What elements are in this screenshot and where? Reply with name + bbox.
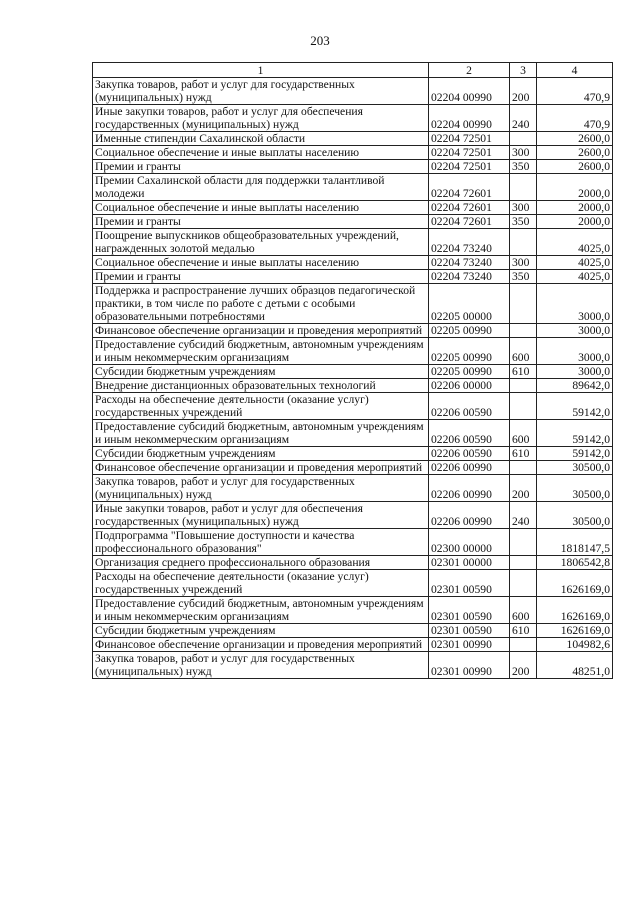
- table-row: [93, 502, 613, 529]
- row-type: 350: [510, 160, 537, 174]
- row-name: Субсидии бюджетным учреждениям: [93, 365, 429, 379]
- table-row: [93, 256, 613, 270]
- row-code: 02206 00990: [429, 461, 510, 475]
- row-code: 02204 00990: [429, 78, 510, 105]
- row-code: 02205 00990: [429, 365, 510, 379]
- row-type: 610: [510, 447, 537, 461]
- row-type: 240: [510, 502, 537, 529]
- row-type: [510, 393, 537, 420]
- row-sum: 4025,0: [537, 229, 613, 256]
- row-code: 02205 00990: [429, 338, 510, 365]
- row-name: Предоставление субсидий бюджетным, автономным учреждениям и иным некоммерческим организациям: [93, 597, 429, 624]
- table-row: [93, 652, 613, 679]
- table-row: [93, 638, 613, 652]
- row-code: 02301 00590: [429, 570, 510, 597]
- row-sum: 59142,0: [537, 393, 613, 420]
- row-name: Субсидии бюджетным учреждениям: [93, 624, 429, 638]
- row-sum: 3000,0: [537, 324, 613, 338]
- row-type: 240: [510, 105, 537, 132]
- table-row: [93, 324, 613, 338]
- table-row: [93, 201, 613, 215]
- row-sum: 30500,0: [537, 461, 613, 475]
- row-code: 02204 72601: [429, 174, 510, 201]
- table-row: [93, 284, 613, 324]
- table-row: [93, 529, 613, 556]
- row-sum: 4025,0: [537, 256, 613, 270]
- row-type: 610: [510, 365, 537, 379]
- row-sum: 470,9: [537, 78, 613, 105]
- row-name: Субсидии бюджетным учреждениям: [93, 447, 429, 461]
- row-code: 02204 73240: [429, 229, 510, 256]
- row-name: Финансовое обеспечение организации и проведения мероприятий: [93, 461, 429, 475]
- row-type: [510, 229, 537, 256]
- table-row: [93, 556, 613, 570]
- row-name: Расходы на обеспечение деятельности (оказание услуг) государственных учреждений: [93, 570, 429, 597]
- row-sum: 3000,0: [537, 338, 613, 365]
- budget-table: [92, 62, 613, 679]
- row-code: 02301 00590: [429, 624, 510, 638]
- row-code: 02204 72501: [429, 132, 510, 146]
- table-row: [93, 393, 613, 420]
- row-sum: 2600,0: [537, 132, 613, 146]
- row-name: Именные стипендии Сахалинской области: [93, 132, 429, 146]
- row-sum: 30500,0: [537, 502, 613, 529]
- table-row: [93, 597, 613, 624]
- row-sum: 59142,0: [537, 447, 613, 461]
- row-sum: 470,9: [537, 105, 613, 132]
- table-row: [93, 379, 613, 393]
- row-sum: 1626169,0: [537, 570, 613, 597]
- row-sum: 3000,0: [537, 365, 613, 379]
- row-type: 350: [510, 215, 537, 229]
- table-header-row: [93, 63, 613, 78]
- row-sum: 2600,0: [537, 160, 613, 174]
- row-name: Социальное обеспечение и иные выплаты населению: [93, 256, 429, 270]
- page-number: 203: [310, 33, 330, 48]
- row-type: [510, 461, 537, 475]
- row-sum: 1626169,0: [537, 597, 613, 624]
- table-row: [93, 338, 613, 365]
- row-type: [510, 529, 537, 556]
- table-row: [93, 174, 613, 201]
- table-row: [93, 270, 613, 284]
- row-code: 02204 73240: [429, 256, 510, 270]
- table-row: [93, 229, 613, 256]
- table-row: [93, 475, 613, 502]
- row-name: Поддержка и распространение лучших образцов педагогической практики, в том числе по работе с детьми с особыми образовательными потребностями: [93, 284, 429, 324]
- row-sum: 2600,0: [537, 146, 613, 160]
- row-code: 02301 00590: [429, 597, 510, 624]
- table-row: [93, 78, 613, 105]
- table-row: [93, 160, 613, 174]
- row-type: [510, 556, 537, 570]
- row-name: Организация среднего профессионального образования: [93, 556, 429, 570]
- row-type: [510, 638, 537, 652]
- row-type: 350: [510, 270, 537, 284]
- row-code: 02204 00990: [429, 105, 510, 132]
- row-type: 600: [510, 597, 537, 624]
- row-name: Закупка товаров, работ и услуг для государственных (муниципальных) нужд: [93, 475, 429, 502]
- row-code: 02206 00990: [429, 475, 510, 502]
- row-name: Финансовое обеспечение организации и проведения мероприятий: [93, 324, 429, 338]
- table-row: [93, 624, 613, 638]
- header-col-3: 3: [510, 63, 537, 78]
- row-code: 02301 00990: [429, 638, 510, 652]
- row-type: [510, 284, 537, 324]
- row-code: 02204 72601: [429, 215, 510, 229]
- table-body: [93, 78, 613, 679]
- row-name: Социальное обеспечение и иные выплаты населению: [93, 201, 429, 215]
- row-type: [510, 570, 537, 597]
- row-code: 02205 00990: [429, 324, 510, 338]
- row-type: 600: [510, 338, 537, 365]
- table-row: [93, 447, 613, 461]
- row-sum: 3000,0: [537, 284, 613, 324]
- row-type: [510, 379, 537, 393]
- row-code: 02204 72601: [429, 201, 510, 215]
- header-col-1: 1: [93, 63, 429, 78]
- row-type: 300: [510, 201, 537, 215]
- row-code: 02206 00000: [429, 379, 510, 393]
- row-type: 600: [510, 420, 537, 447]
- row-sum: 2000,0: [537, 215, 613, 229]
- row-name: Предоставление субсидий бюджетным, автономным учреждениям и иным некоммерческим организациям: [93, 420, 429, 447]
- row-sum: 1626169,0: [537, 624, 613, 638]
- row-name: Поощрение выпускников общеобразовательных учреждений, награжденных золотой медалью: [93, 229, 429, 256]
- row-name: Закупка товаров, работ и услуг для государственных (муниципальных) нужд: [93, 78, 429, 105]
- row-type: 200: [510, 652, 537, 679]
- row-type: [510, 174, 537, 201]
- table-row: [93, 420, 613, 447]
- row-code: 02300 00000: [429, 529, 510, 556]
- table-row: [93, 365, 613, 379]
- row-sum: 1818147,5: [537, 529, 613, 556]
- row-code: 02206 00590: [429, 393, 510, 420]
- row-type: 300: [510, 146, 537, 160]
- row-sum: 2000,0: [537, 201, 613, 215]
- row-code: 02204 73240: [429, 270, 510, 284]
- row-name: Предоставление субсидий бюджетным, автономным учреждениям и иным некоммерческим организациям: [93, 338, 429, 365]
- row-type: [510, 132, 537, 146]
- row-sum: 59142,0: [537, 420, 613, 447]
- row-name: Закупка товаров, работ и услуг для государственных (муниципальных) нужд: [93, 652, 429, 679]
- row-name: Иные закупки товаров, работ и услуг для обеспечения государственных (муниципальных) нужд: [93, 105, 429, 132]
- row-code: 02206 00990: [429, 502, 510, 529]
- row-sum: 104982,6: [537, 638, 613, 652]
- row-name: Финансовое обеспечение организации и проведения мероприятий: [93, 638, 429, 652]
- row-code: 02204 72501: [429, 160, 510, 174]
- row-name: Премии и гранты: [93, 215, 429, 229]
- row-name: Внедрение дистанционных образовательных технологий: [93, 379, 429, 393]
- row-code: 02206 00590: [429, 420, 510, 447]
- row-code: 02301 00990: [429, 652, 510, 679]
- row-sum: 2000,0: [537, 174, 613, 201]
- table-row: [93, 215, 613, 229]
- header-col-2: 2: [429, 63, 510, 78]
- row-name: Премии и гранты: [93, 270, 429, 284]
- table-row: [93, 105, 613, 132]
- row-name: Премии Сахалинской области для поддержки талантливой молодежи: [93, 174, 429, 201]
- row-name: Расходы на обеспечение деятельности (оказание услуг) государственных учреждений: [93, 393, 429, 420]
- row-code: 02301 00000: [429, 556, 510, 570]
- header-col-4: 4: [537, 63, 613, 78]
- row-type: 610: [510, 624, 537, 638]
- table-row: [93, 461, 613, 475]
- row-name: Премии и гранты: [93, 160, 429, 174]
- table-row: [93, 570, 613, 597]
- row-name: Социальное обеспечение и иные выплаты населению: [93, 146, 429, 160]
- row-type: 200: [510, 475, 537, 502]
- row-type: 300: [510, 256, 537, 270]
- row-name: Подпрограмма "Повышение доступности и качества профессионального образования": [93, 529, 429, 556]
- row-type: [510, 324, 537, 338]
- table-row: [93, 132, 613, 146]
- row-code: 02205 00000: [429, 284, 510, 324]
- row-type: 200: [510, 78, 537, 105]
- row-sum: 1806542,8: [537, 556, 613, 570]
- row-sum: 4025,0: [537, 270, 613, 284]
- row-code: 02206 00590: [429, 447, 510, 461]
- row-sum: 30500,0: [537, 475, 613, 502]
- row-sum: 48251,0: [537, 652, 613, 679]
- table-row: [93, 146, 613, 160]
- row-name: Иные закупки товаров, работ и услуг для обеспечения государственных (муниципальных) нужд: [93, 502, 429, 529]
- row-sum: 89642,0: [537, 379, 613, 393]
- row-code: 02204 72501: [429, 146, 510, 160]
